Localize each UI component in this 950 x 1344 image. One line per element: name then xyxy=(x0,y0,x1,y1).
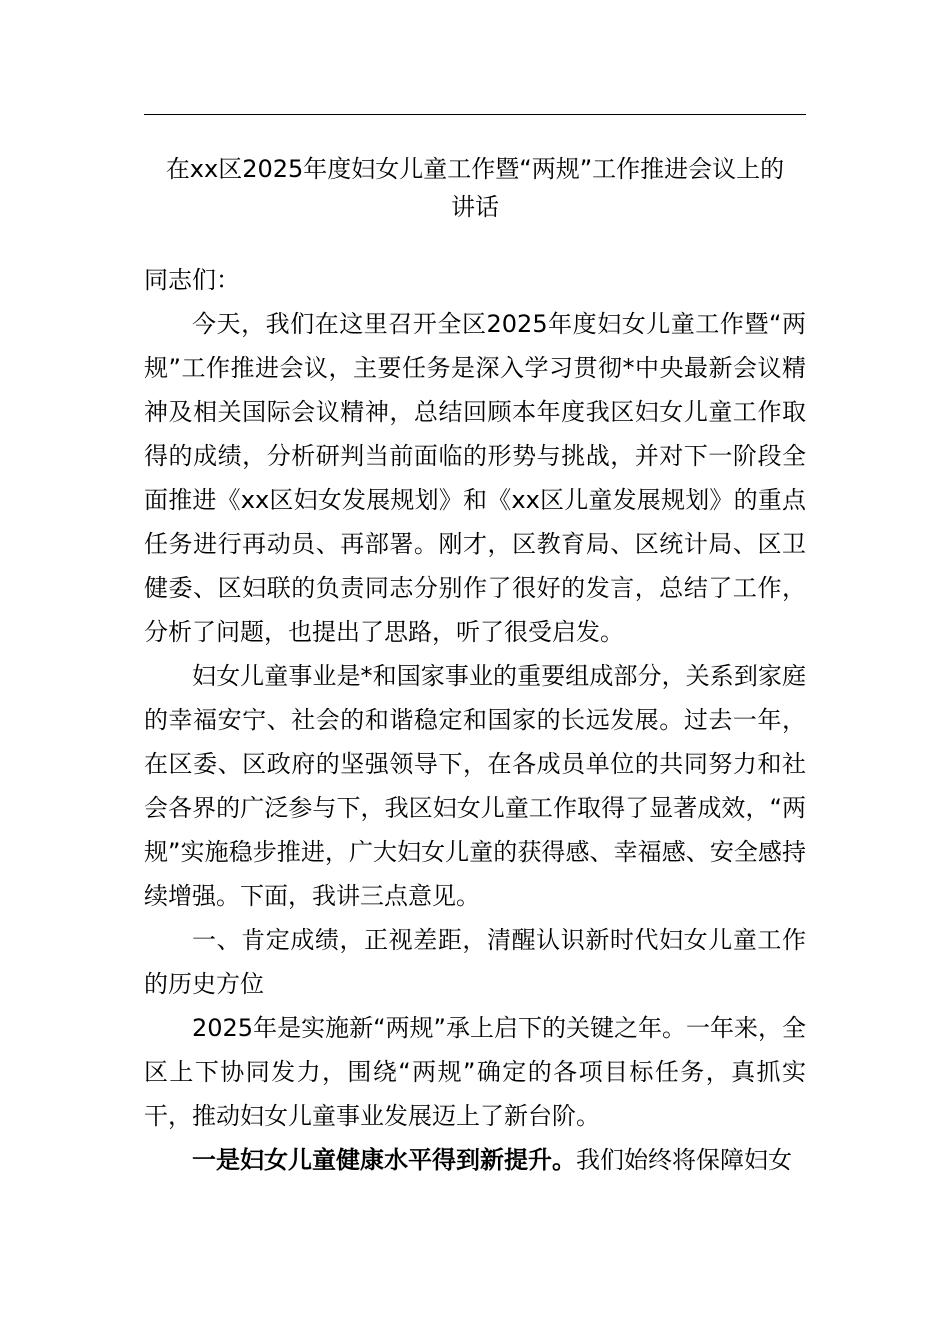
document-body xyxy=(144,258,806,1182)
paragraph-opening: 今天，我们在这里召开全区2025年度妇女儿童工作暨“两规”工作推进会议，主要任务是深入学习贯彻*中央最新会议精神及相关国际会议精神，总结回顾本年度我区妇女儿童工作取得的成绩，分析研判当前面临的形势与挑战，并对下一阶段全面推进《xx区妇女发展规划》和《xx区儿童发展规划》的重点任务进行再动员、再部署。刚才，区教育局、区统计局、区卫健委、区妇联的负责同志分别作了很好的发言，总结了工作，分析了问题，也提出了思路，听了很受启发。 xyxy=(144,310,806,646)
header-rule xyxy=(144,114,806,115)
paragraph-health xyxy=(144,1138,806,1182)
point-one-heading: 一是妇女儿童健康水平得到新提升。 xyxy=(192,1146,576,1174)
paragraph-2025-overview: 2025年是实施新“两规”承上启下的关键之年。一年来，全区上下协同发力，围绕“两规”确定的各项目标任务，真抓实干，推动妇女儿童事业发展迈上了新台阶。 xyxy=(144,1014,806,1130)
title-line-1: 在xx区2025年度妇女儿童工作暨“两规”工作推进会议上的 xyxy=(165,155,785,183)
point-one-text: 我们始终将保障妇女 xyxy=(576,1146,792,1174)
document-title xyxy=(144,150,806,226)
section-heading-1: 一、肯定成绩，正视差距，清醒认识新时代妇女儿童工作的历史方位 xyxy=(144,926,806,998)
title-line-2: 讲话 xyxy=(451,193,499,221)
salutation: 同志们： xyxy=(144,266,240,294)
paragraph-significance: 妇女儿童事业是*和国家事业的重要组成部分，关系到家庭的幸福安宁、社会的和谐稳定和国家的长远发展。过去一年，在区委、区政府的坚强领导下，在各成员单位的共同努力和社会各界的广泛参与下，我区妇女儿童工作取得了显著成效，“两规”实施稳步推进，广大妇女儿童的获得感、幸福感、安全感持续增强。下面，我讲三点意见。 xyxy=(144,662,806,910)
